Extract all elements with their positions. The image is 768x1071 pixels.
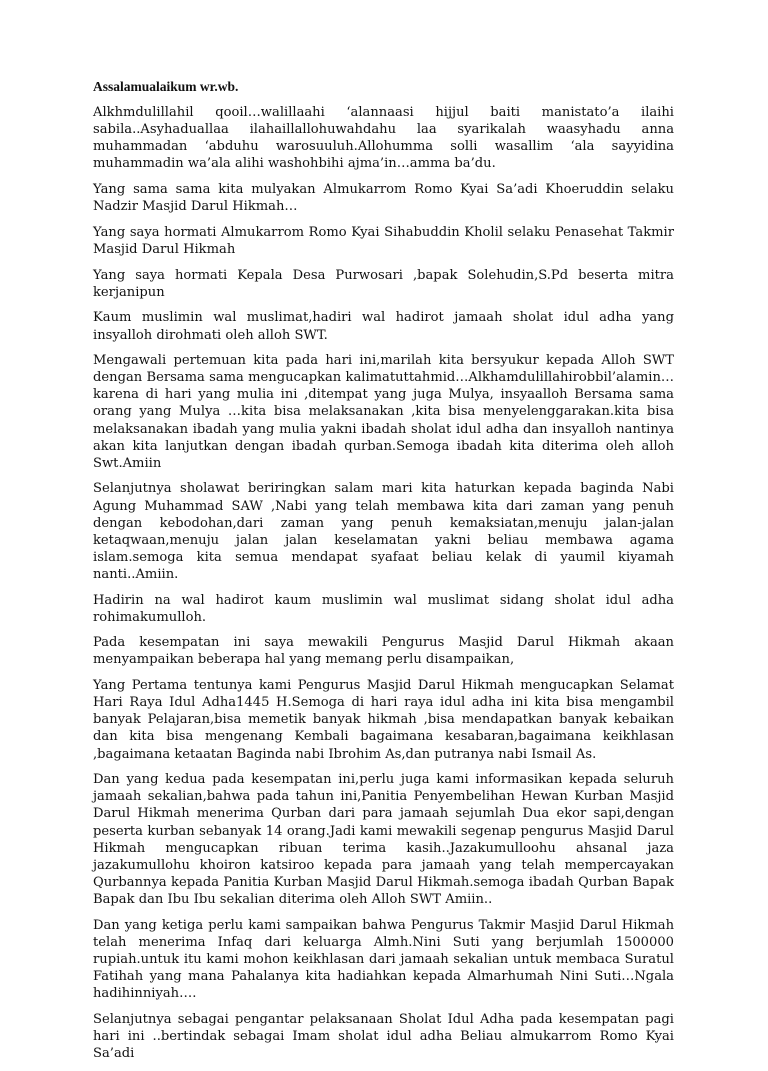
document-page [93,78,674,1071]
respect-village-head-paragraph: Yang saya hormati Kepala Desa Purwosari ,bapak Solehudin,S.Pd beserta mitra kerjanipun [93,267,674,300]
respect-advisor-paragraph: Yang saya hormati Almukarrom Romo Kyai Sihabuddin Kholil selaku Penasehat Takmir Masjid Darul Hikmah [93,224,674,257]
gratitude-paragraph: Mengawali pertemuan kita pada hari ini,marilah kita bersyukur kepada Alloh SWT dengan Bersama sama mengucapkan kalimatuttahmid…Alkhamdulillahirobbil’alamin…karena di hari yang mulia ini ,ditempat yang juga Mulya, insyaalloh Bersama sama orang yang Mulya …kita bisa melaksanakan ,kita bisa menyelenggarakan.kita bisa melaksanakan ibadah yang mulia yakni ibadah sholat idul adha dan insyalloh nantinya akan kita lanjutkan dengan ibadah qurban.Semoga ibadah kita diterima oleh alloh Swt.Amiin [93,353,674,471]
greeting-heading: Assalamualaikum wr.wb. [93,79,239,94]
sholawat-paragraph: Selanjutnya sholawat beriringkan salam mari kita haturkan kepada baginda Nabi Agung Muhammad SAW ,Nabi yang telah membawa kita dari zaman yang penuh dengan kebodohan,dari zaman yang penuh kemaksiatan,menuju jalan-jalan ketaqwaan,menuju jalan jalan keselamatan yakni beliau membawa agama islam.semoga kita semua mendapat syafaat beliau kelak di yaumil kiyamah nanti..Amiin. [93,481,674,582]
first-announcement-paragraph: Yang Pertama tentunya kami Pengurus Masjid Darul Hikmah mengucapkan Selamat Hari Raya Idul Adha1445 H.Semoga di hari raya idul adha ini kita bisa mengambil banyak Pelajaran,bisa memetik banyak hikmah ,bisa mendapatkan banyak kebaikan dan kita bisa mengenang Kembali bagaimana kesabaran,bagaimana keikhlasan ,bagaimana ketaatan Baginda nabi Ibrohim As,dan putranya nabi Ismail As. [93,678,674,762]
respect-nadzir-paragraph: Yang sama sama kita mulyakan Almukarrom Romo Kyai Sa’adi Khoeruddin selaku Nadzir Masjid Darul Hikmah… [93,182,674,215]
closing-paragraph: Selanjutnya sebagai pengantar pelaksanaan Sholat Idul Adha pada kesempatan pagi hari ini ..bertindak sebagai Imam sholat idul adha Beliau almukarrom Romo Kyai Sa’adi [93,1011,674,1061]
audience-greeting-paragraph: Hadirin na wal hadirot kaum muslimin wal muslimat sidang sholat idul adha rohimakumulloh. [93,592,674,625]
opening-prayer-paragraph: Alkhmdulillahil qooil…walillaahi ‘alannaasi hijjul baiti manistato’a ilaihi sabila..Asyhaduallaa ilahaillallohuwahdahu laa syarikalah waasyhadu anna muhammadan ‘abduhu warosuuluh.Allohumma solli wasallim ‘ala sayyidina muhammadin wa’ala alihi washohbihi ajma’in…amma ba’du. [93,105,674,172]
second-announcement-paragraph: Dan yang kedua pada kesempatan ini,perlu juga kami informasikan kepada seluruh jamaah sekalian,bahwa pada tahun ini,Panitia Penyembelihan Hewan Kurban Masjid Darul Hikmah menerima Qurban dari para jamaah sejumlah Dua ekor sapi,dengan peserta kurban sebanyak 14 orang.Jadi kami mewakili segenap pengurus Masjid Darul Hikmah mengucapkan ribuan terima kasih..Jazakumulloohu ahsanal jaza jazakumullohu khoiron katsiroo kepada para jamaah yang telah mempercayakan Qurbannya kepada Panitia Kurban Masjid Darul Hikmah.semoga ibadah Qurban Bapak Bapak dan Ibu Ibu sekalian diterima oleh Alloh SWT Amiin.. [93,772,674,907]
announcement-intro-paragraph: Pada kesempatan ini saya mewakili Pengurus Masjid Darul Hikmah akaan menyampaikan beberapa hal yang memang perlu disampaikan, [93,635,674,668]
congregation-address-paragraph: Kaum muslimin wal muslimat,hadiri wal hadirot jamaah sholat idul adha yang insyalloh dirohmati oleh alloh SWT. [93,310,674,343]
third-announcement-paragraph: Dan yang ketiga perlu kami sampaikan bahwa Pengurus Takmir Masjid Darul Hikmah telah menerima Infaq dari keluarga Almh.Nini Suti yang berjumlah 1500000 rupiah.untuk itu kami mohon keikhlasan dari jamaah sekalian untuk membaca Suratul Fatihah yang mana Pahalanya kita hadiahkan kepada Almarhumah Nini Suti…Ngala hadihinniyah…. [93,917,674,1001]
